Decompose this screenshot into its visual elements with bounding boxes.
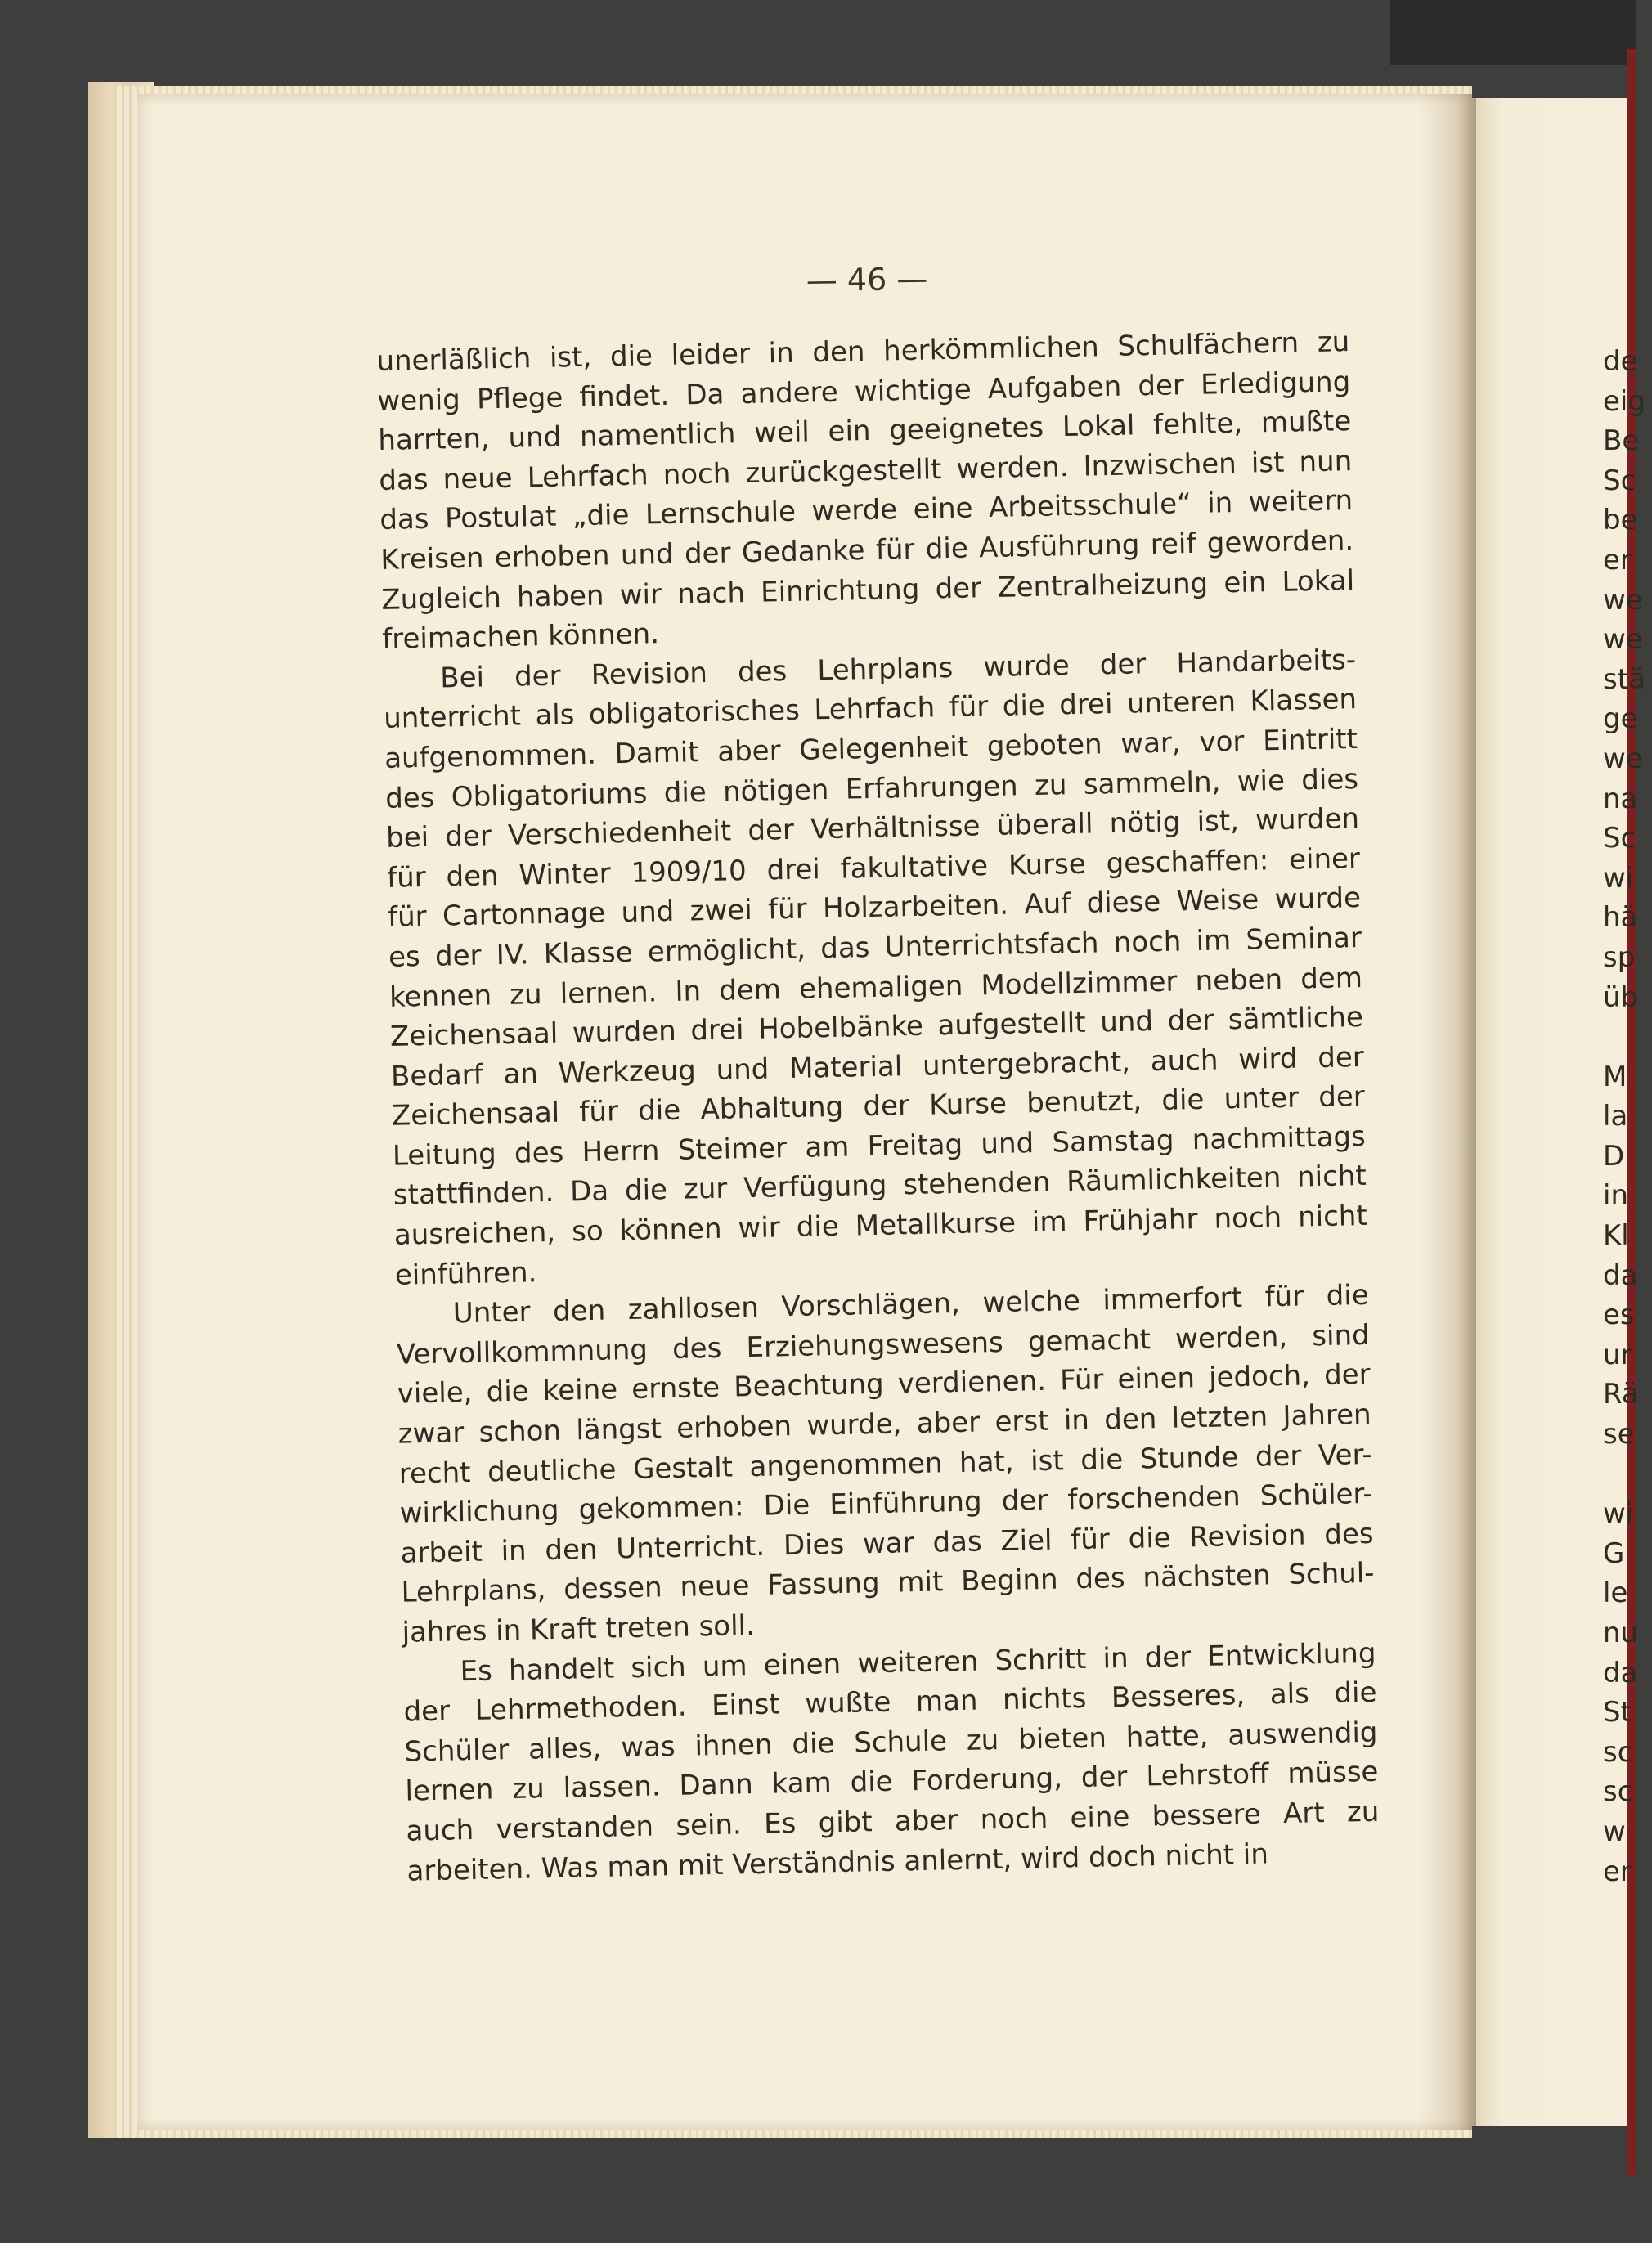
text-line: bei der Verschiedenheit der Verhältnisse überall nötig ist, wurden — [385, 802, 1360, 855]
text-line: freimachen können. — [381, 617, 660, 657]
facing-page-fragment: da — [1603, 1258, 1638, 1292]
facing-page-fragment: üb — [1603, 980, 1639, 1014]
facing-page-fragment: we — [1603, 623, 1643, 657]
facing-page-fragment: Be — [1603, 424, 1640, 458]
text-line: ausreichen, so können wir die Metallkurse im Frühjahr noch nicht — [393, 1199, 1368, 1252]
facing-page-fragment: D — [1603, 1139, 1625, 1173]
text-line: Schüler alles, was ihnen die Schule zu bieten hatte, auswendig — [404, 1716, 1378, 1769]
background-corner — [1390, 0, 1636, 65]
facing-page-fragment — [1603, 1017, 1652, 1057]
facing-page-fragment: G — [1603, 1536, 1625, 1570]
text-line: jahres in Kraft treten soll. — [402, 1609, 756, 1649]
text-line: viele, die keine ernste Beachtung verdienen. Für einen jedoch, der — [397, 1358, 1371, 1411]
facing-page-fragment: Kl — [1603, 1219, 1629, 1253]
text-line: der Lehrmethoden. Einst wußte man nichts Besseres, als die — [403, 1676, 1377, 1729]
facing-page-fragment: M — [1603, 1060, 1627, 1093]
text-line: Leitung des Herrn Steimer am Freitag und Samstag nachmittags — [392, 1119, 1367, 1173]
facing-page-text — [1603, 342, 1652, 1891]
text-line: wenig Pflege findet. Da andere wichtige Aufgaben der Erledigung — [377, 365, 1351, 418]
text-line: einführen. — [394, 1255, 537, 1292]
text-line: das neue Lehrfach noch zurückgestellt werden. Inzwischen ist nun — [379, 444, 1353, 497]
text-line: Zeichensaal wurden drei Hobelbänke aufgestellt und der sämtliche — [389, 1001, 1364, 1053]
facing-page-fragment — [1603, 1455, 1652, 1495]
facing-page-fragment: na — [1603, 782, 1638, 815]
text-line: zwar schon längst erhoben wurde, aber erst in den letzten Jahren — [397, 1397, 1371, 1451]
text-line: unerläßlich ist, die leider in den herkömmlichen Schulfächern zu — [376, 325, 1350, 378]
text-line: harrten, und namentlich weil ein geeignetes Lokal fehlte, mußte — [378, 405, 1352, 458]
facing-page-fragment: stä — [1603, 662, 1645, 696]
text-line: Lehrplans, dessen neue Fassung mit Beginn des nächsten Schul- — [401, 1557, 1375, 1610]
text-line: Zugleich haben wir nach Einrichtung der Zentralheizung ein Lokal — [380, 563, 1355, 617]
text-line: lernen zu lassen. Dann kam die Forderung, der Lehrstoff müsse — [405, 1756, 1379, 1809]
facing-page-fragment: wi — [1603, 861, 1634, 895]
facing-page-fragment: be — [1603, 504, 1638, 537]
text-line: Vervollkommnung des Erziehungswesens gemacht werden, sind — [396, 1318, 1371, 1371]
facing-page-fragment: w — [1603, 1815, 1626, 1848]
text-line: arbeit in den Unterricht. Dies war das Ziel für die Revision des — [400, 1517, 1374, 1570]
facing-page-fragment: de — [1603, 345, 1638, 378]
body-text — [376, 322, 1380, 1891]
facing-page-fragment: da — [1603, 1656, 1638, 1689]
text-line: Es handelt sich um einen weiteren Schritt in der Entwicklung — [460, 1636, 1376, 1688]
facing-page-fragment: sp — [1603, 940, 1636, 974]
text-line: es der IV. Klasse ermöglicht, das Unterrichtsfach noch im Seminar — [388, 921, 1362, 974]
facing-page-fragment: wi — [1603, 1497, 1634, 1531]
facing-page-fragment: Sc — [1603, 464, 1636, 497]
text-line: für den Winter 1909/10 drei fakultative Kurse geschaffen: einer — [386, 841, 1361, 895]
text-line: wirklichung gekommen: Die Einführung der forschenden Schüler- — [399, 1478, 1373, 1530]
text-line: stattfinden. Da die zur Verfügung stehenden Räumlichkeiten nicht — [393, 1160, 1367, 1213]
facing-page-fragment: sc — [1603, 1775, 1633, 1809]
facing-page-fragment: er — [1603, 1855, 1632, 1888]
text-line: recht deutliche Gestalt angenommen hat, ist die Stunde der Ver- — [398, 1438, 1372, 1491]
facing-page-fragment: St — [1603, 1696, 1632, 1729]
facing-page-fragment: eig — [1603, 384, 1645, 418]
text-line: des Obligatoriums die nötigen Erfahrungen zu sammeln, wie dies — [384, 762, 1359, 815]
text-line: arbeiten. Was man mit Verständnis anlernt, wird doch nicht in — [406, 1837, 1269, 1888]
facing-page-fragment: nu — [1603, 1617, 1639, 1649]
facing-page-fragment: ur — [1603, 1338, 1632, 1371]
facing-page-fragment: in — [1603, 1179, 1628, 1213]
facing-page-fragment: hä — [1603, 901, 1638, 935]
facing-page-fragment: la — [1603, 1100, 1628, 1133]
text-line: unterricht als obligatorisches Lehrfach für die drei unteren Klassen — [383, 683, 1358, 736]
facing-page-fragment: we — [1603, 742, 1643, 775]
text-line: Zeichensaal für die Abhaltung der Kurse benutzt, die unter der — [391, 1080, 1366, 1133]
spine-shadow — [1419, 94, 1476, 2130]
text-line: Kreisen erhoben und der Gedanke für die Ausführung reif geworden. — [379, 524, 1354, 576]
text-line: das Postulat „die Lernschule werde eine Arbeitsschule“ in weitern — [379, 484, 1353, 537]
page-number: — 46 — — [806, 260, 928, 299]
facing-page-fragment: Rä — [1603, 1378, 1639, 1411]
facing-page-fragment: le — [1603, 1577, 1628, 1610]
text-line: auch verstanden sein. Es gibt aber noch eine bessere Art zu — [406, 1795, 1380, 1848]
text-line: Bedarf an Werkzeug und Material untergebracht, auch wird der — [390, 1040, 1365, 1093]
facing-page-fragment: sc — [1603, 1735, 1633, 1769]
facing-page-fragment: Sc — [1603, 822, 1636, 855]
facing-page-fragment: er — [1603, 543, 1632, 576]
facing-page-fragment: we — [1603, 583, 1643, 617]
text-line: für Cartonnage und zwei für Holzarbeiten. Auf diese Weise wurde — [387, 881, 1362, 935]
text-line: Bei der Revision des Lehrplans wurde der Handarbeits- — [439, 643, 1357, 695]
text-line: kennen zu lernen. In dem ehemaligen Modellzimmer neben dem — [388, 961, 1363, 1014]
facing-page-fragment: es — [1603, 1299, 1635, 1332]
facing-page-fragment: se — [1603, 1418, 1635, 1451]
facing-page-fragment: ge — [1603, 702, 1638, 736]
text-line: Unter den zahllosen Vorschlägen, welche immerfort für die — [452, 1279, 1370, 1330]
text-line: aufgenommen. Damit aber Gelegenheit geboten war, vor Eintritt — [384, 722, 1358, 775]
